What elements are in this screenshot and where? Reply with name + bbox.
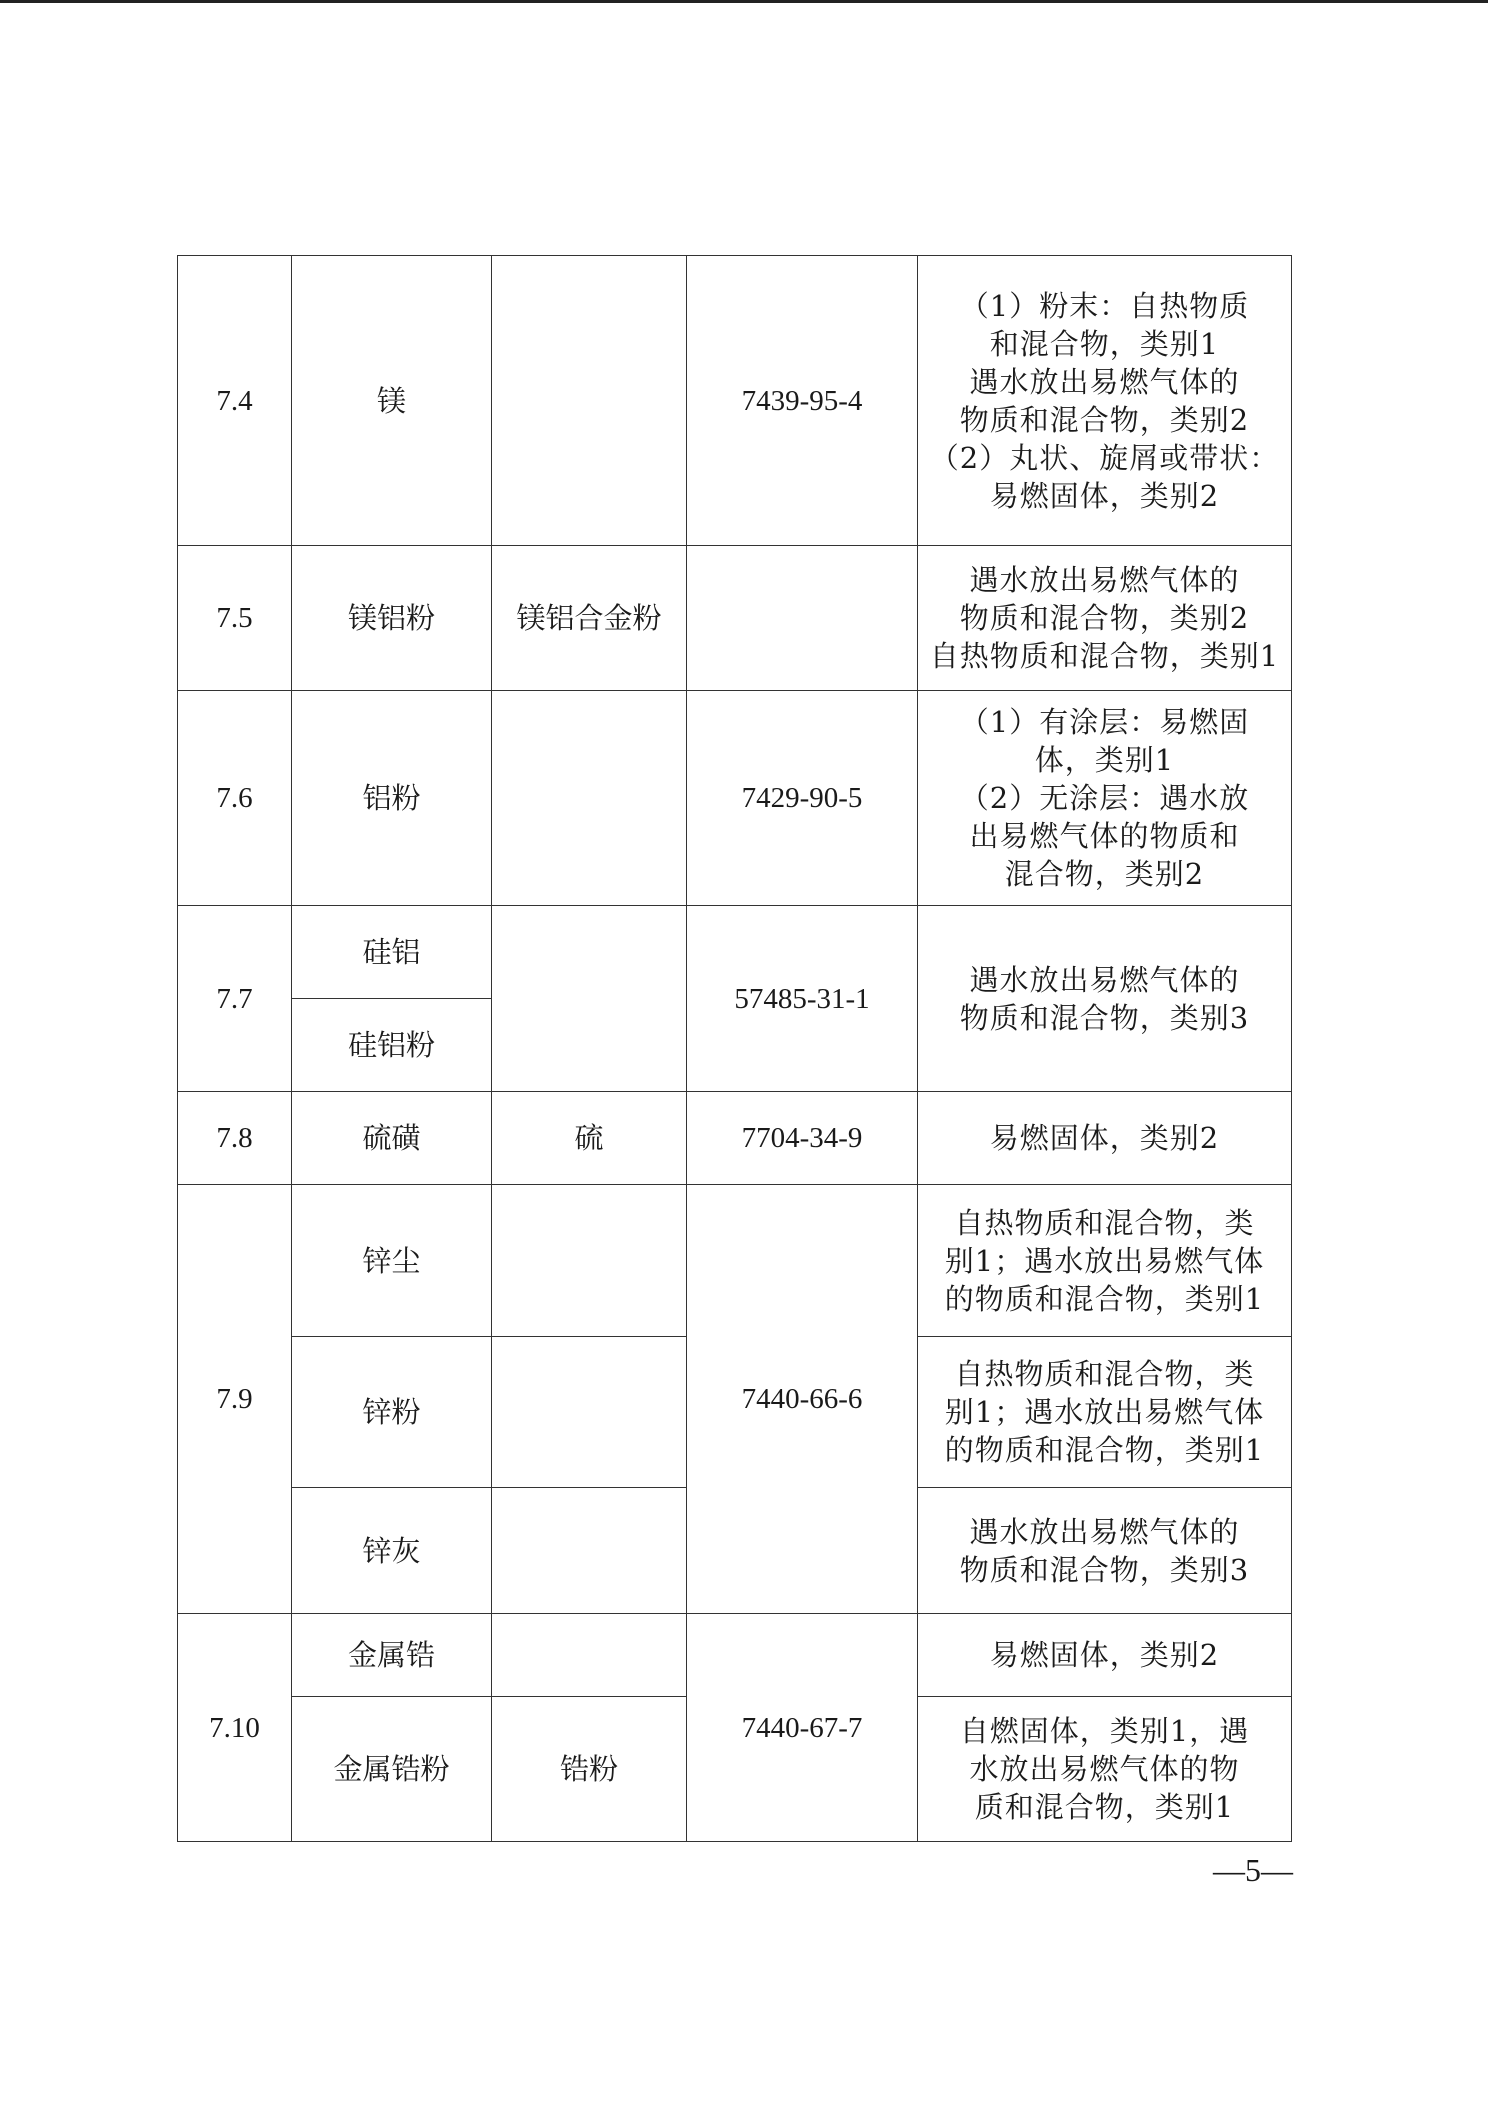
hazard-class-cell [918, 1092, 1292, 1185]
table-row [178, 256, 1292, 546]
hazard-class-cell [918, 1614, 1292, 1697]
hazard-class-cell [918, 546, 1292, 691]
hazard-class-line: 遇水放出易燃气体的 [969, 563, 1240, 597]
name-cell: 铝粉 [292, 691, 492, 906]
seq-cell: 7.8 [178, 1092, 292, 1185]
hazard-class-line: 的物质和混合物，类别1 [944, 1433, 1265, 1467]
table-row [178, 906, 1292, 999]
seq-cell: 7.7 [178, 906, 292, 1092]
alias-cell [492, 1185, 687, 1337]
hazard-class-cell [918, 1185, 1292, 1337]
hazard-class-cell [918, 1697, 1292, 1842]
hazard-class-cell [918, 691, 1292, 906]
alias-cell [492, 1614, 687, 1697]
hazard-class-line: 易燃固体，类别2 [989, 1121, 1220, 1155]
page-number: —5— [1213, 1852, 1293, 1888]
hazard-class-cell [918, 1337, 1292, 1488]
hazard-class-line: 遇水放出易燃气体的 [969, 962, 1240, 997]
hazard-class-line: 物质和混合物，类别3 [959, 1552, 1250, 1587]
hazard-class-line: 混合物，类别2 [1004, 857, 1205, 891]
alias-cell: 锆粉 [492, 1697, 687, 1842]
cas-cell: 7429-90-5 [687, 691, 918, 906]
hazardous-chemicals-table [177, 255, 1292, 1842]
hazard-class-cell [918, 1488, 1292, 1614]
seq-cell: 7.10 [178, 1614, 292, 1842]
seq-cell: 7.9 [178, 1185, 292, 1614]
alias-cell [492, 1337, 687, 1488]
hazard-class-line: （2）丸状、旋屑或带状： [929, 440, 1280, 475]
hazard-class-line: 自热物质和混合物，类 [954, 1357, 1255, 1391]
hazard-class-line: 物质和混合物，类别2 [959, 402, 1250, 437]
alias-cell: 镁铝合金粉 [492, 546, 687, 691]
hazard-class-line: 别1；遇水放出易燃气体 [944, 1395, 1265, 1429]
table-row [178, 1614, 1292, 1697]
hazard-class-line: 自燃固体，类别1，遇 [959, 1714, 1250, 1748]
alias-cell [492, 1488, 687, 1614]
hazard-class-line: 自热物质和混合物，类别1 [929, 639, 1280, 673]
name-cell: 镁铝粉 [292, 546, 492, 691]
name-cell: 锌粉 [292, 1337, 492, 1488]
cas-cell [687, 546, 918, 691]
alias-cell [492, 256, 687, 546]
hazard-class-line: 水放出易燃气体的物 [969, 1752, 1240, 1786]
cas-cell: 7704-34-9 [687, 1092, 918, 1185]
hazard-class-line: 物质和混合物，类别2 [959, 601, 1250, 635]
table-row [178, 691, 1292, 906]
name-cell: 锌尘 [292, 1185, 492, 1337]
alias-cell [492, 906, 687, 1092]
table-row [178, 546, 1292, 691]
hazard-class-line: （1）有涂层：易燃固 [959, 705, 1250, 739]
hazard-class-line: 物质和混合物，类别3 [959, 1000, 1250, 1035]
hazard-class-line: 体，类别1 [1034, 743, 1175, 777]
name-cell: 硅铝粉 [292, 999, 492, 1092]
hazard-class-line: 别1；遇水放出易燃气体 [944, 1243, 1265, 1278]
alias-cell [492, 691, 687, 906]
hazard-class-line: （2）无涂层：遇水放 [959, 781, 1250, 815]
table-row [178, 1185, 1292, 1337]
table-row [178, 1092, 1292, 1185]
seq-cell: 7.6 [178, 691, 292, 906]
hazard-class-line: 易燃固体，类别2 [989, 1638, 1220, 1672]
hazard-class-cell [918, 906, 1292, 1092]
top-border-line [0, 0, 1488, 3]
name-cell: 镁 [292, 256, 492, 546]
hazard-class-line: 自热物质和混合物，类 [954, 1205, 1255, 1240]
hazard-class-line: 遇水放出易燃气体的 [969, 1514, 1240, 1549]
hazard-class-line: 的物质和混合物，类别1 [944, 1281, 1265, 1316]
hazard-class-line: 易燃固体，类别2 [989, 478, 1220, 513]
alias-cell: 硫 [492, 1092, 687, 1185]
seq-cell: 7.5 [178, 546, 292, 691]
name-cell: 硅铝 [292, 906, 492, 999]
hazard-class-line: 质和混合物，类别1 [974, 1790, 1235, 1824]
name-cell: 硫磺 [292, 1092, 492, 1185]
name-cell: 金属锆粉 [292, 1697, 492, 1842]
hazard-class-cell [918, 256, 1292, 546]
name-cell: 锌灰 [292, 1488, 492, 1614]
cas-cell: 7439-95-4 [687, 256, 918, 546]
cas-cell: 7440-67-7 [687, 1614, 918, 1842]
hazard-class-line: 遇水放出易燃气体的 [969, 364, 1240, 399]
hazard-class-line: 出易燃气体的物质和 [969, 819, 1240, 853]
seq-cell: 7.4 [178, 256, 292, 546]
name-cell: 金属锆 [292, 1614, 492, 1697]
hazard-class-line: 和混合物，类别1 [989, 326, 1220, 361]
cas-cell: 7440-66-6 [687, 1185, 918, 1614]
hazard-class-line: （1）粉末：自热物质 [959, 288, 1250, 323]
cas-cell: 57485-31-1 [687, 906, 918, 1092]
